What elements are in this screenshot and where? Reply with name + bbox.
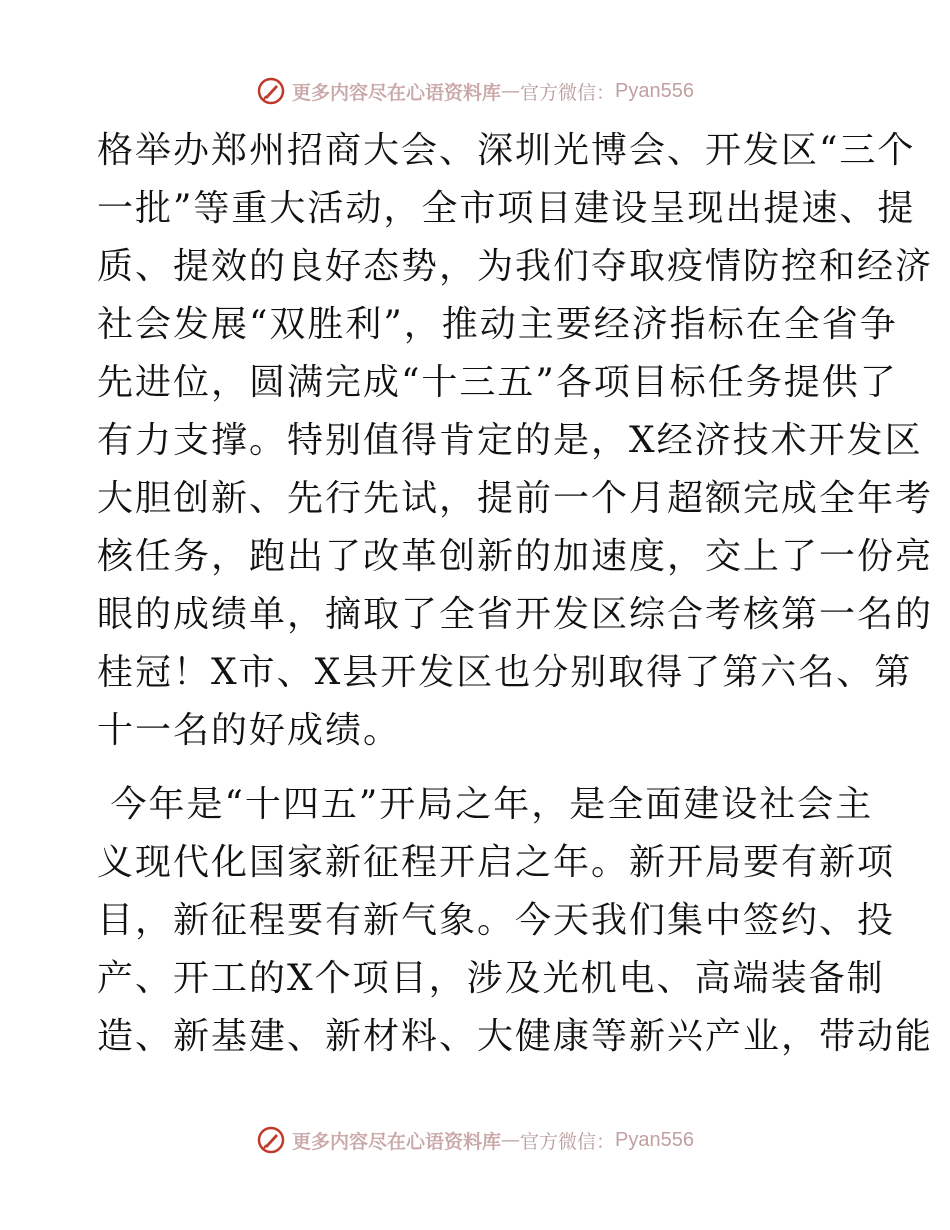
text-line: 一批”等重大活动，全市项目建设呈现出提速、提 <box>97 188 916 229</box>
header-banner <box>0 71 950 111</box>
text-line: 义现代化国家新征程开启之年。新开局要有新项 <box>97 842 896 883</box>
banner-separator: — <box>501 80 521 102</box>
document-body <box>97 122 934 1066</box>
banner-wechat-label: 官方微信： <box>520 81 616 104</box>
banner-wechat-label: 官方微信： <box>520 1130 616 1153</box>
banner-separator: — <box>501 1129 521 1151</box>
text-line: 十一名的好成绩。 <box>97 710 402 751</box>
paragraph-gap <box>97 760 857 776</box>
text-line: 目，新征程要有新气象。今天我们集中签约、投 <box>97 900 896 941</box>
text-line: 桂冠！X市、X县开发区也分别取得了第六名、第 <box>97 652 913 693</box>
text-line: 格举办郑州招商大会、深圳光博会、开发区“三个 <box>97 130 916 171</box>
text-line: 先进位，圆满完成“十三五”各项目标任务提供了 <box>97 362 898 403</box>
footer-banner <box>0 1120 950 1160</box>
quill-pen-icon <box>256 76 286 106</box>
quill-pen-icon <box>256 1125 286 1155</box>
paragraph-2 <box>97 776 934 1066</box>
banner-title: 更多内容尽在心语资料库 <box>292 81 502 104</box>
text-line: 大胆创新、先行先试，提前一个月超额完成全年考 <box>97 478 934 519</box>
banner-title: 更多内容尽在心语资料库 <box>292 1130 502 1153</box>
text-line: 核任务，跑出了改革创新的加速度，交上了一份亮 <box>97 536 934 577</box>
banner-wechat-id: Pyan556 <box>615 79 694 102</box>
paragraph-1 <box>97 122 934 760</box>
banner-wechat-id: Pyan556 <box>615 1128 694 1151</box>
text-line: 社会发展“双胜利”，推动主要经济指标在全省争 <box>97 304 898 345</box>
text-line: 眼的成绩单，摘取了全省开发区综合考核第一名的 <box>97 594 934 635</box>
text-line: 产、开工的X个项目，涉及光机电、高端装备制 <box>97 958 885 999</box>
text-line: 今年是“十四五”开局之年，是全面建设社会主 <box>97 784 874 825</box>
text-line: 有力支撑。特别值得肯定的是，X经济技术开发区 <box>97 420 923 461</box>
text-line: 造、新基建、新材料、大健康等新兴产业，带动能 <box>97 1016 934 1057</box>
text-line: 质、提效的良好态势，为我们夺取疫情防控和经济 <box>97 246 934 287</box>
